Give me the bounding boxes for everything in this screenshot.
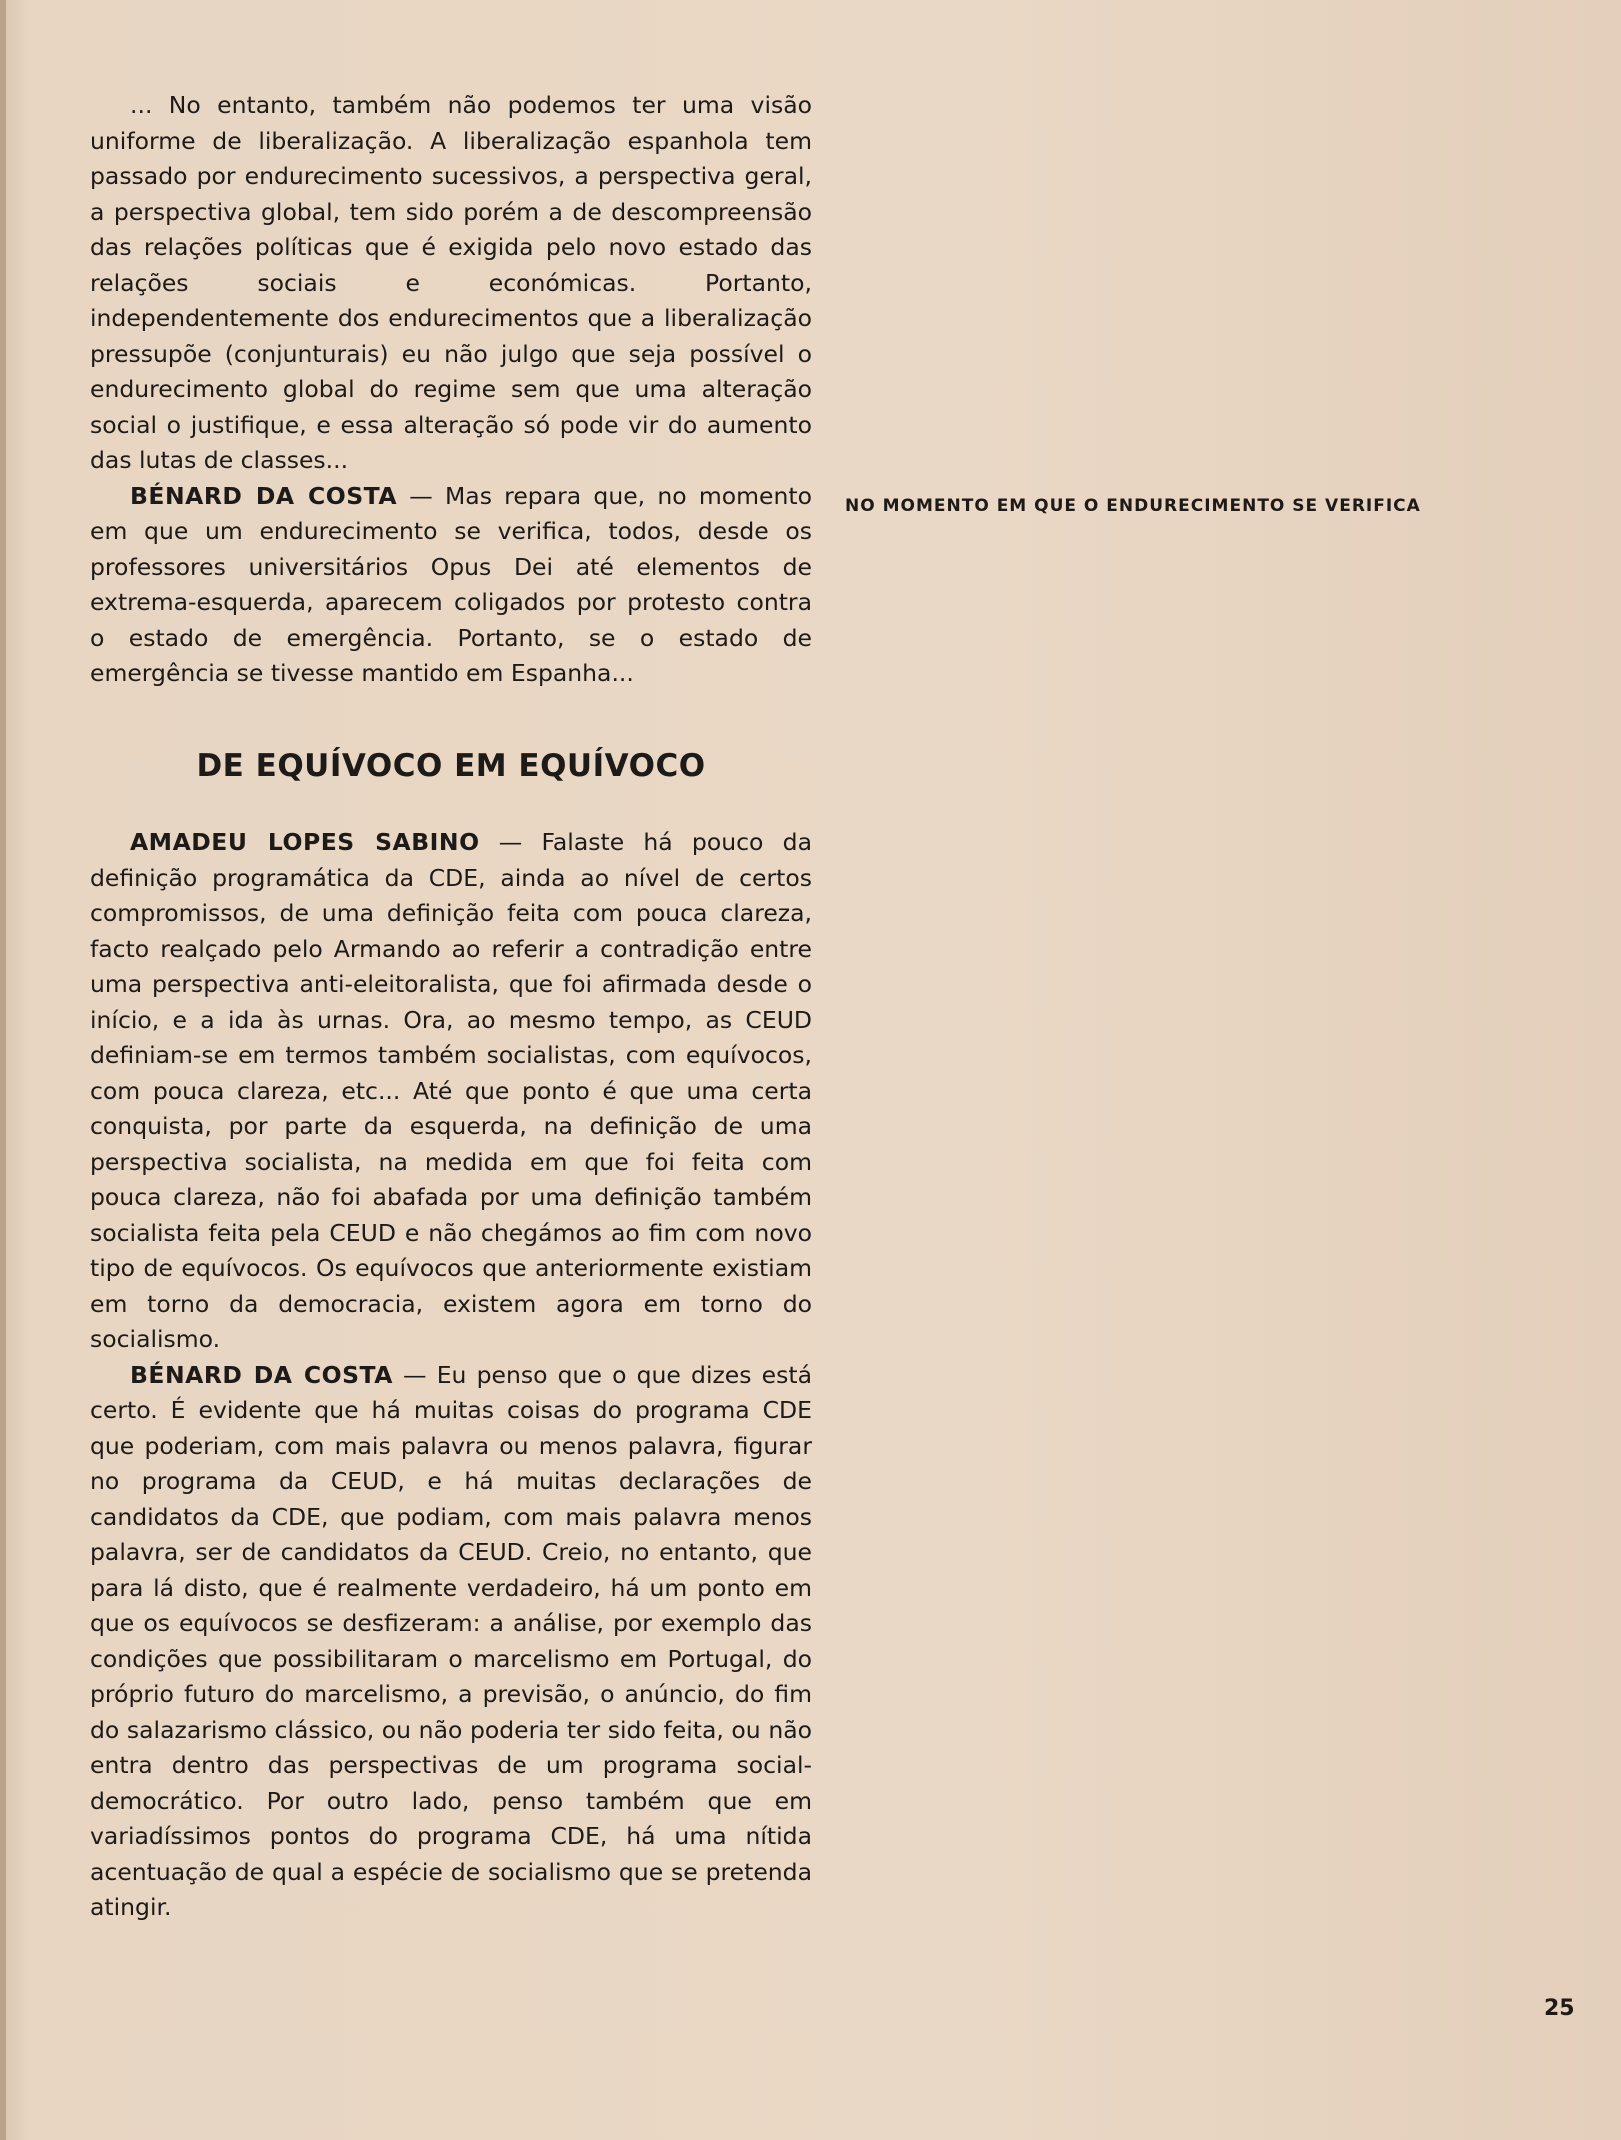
speaker-name: BÉNARD DA COSTA (130, 481, 398, 510)
paragraph-text: — Falaste há pouco da definição programática da CDE, ainda ao nível de certos compromissos, de uma definição feita com pouca clareza, facto realçado pelo Armando ao referir a contradição entre uma perspectiva anti-eleitoralista, que foi afirmada desde o início, e a ida às urnas. Ora, ao mesmo tempo, as CEUD definiam-se em termos também socialistas, com equívocos, com pouca clareza, etc... Até que ponto é que uma certa conquista, por parte da esquerda, na definição de uma perspectiva socialista, na medida em que foi feita com pouca clareza, não foi abafada por uma definição também socialista feita pela CEUD e não chegámos ao fim com novo tipo de equívocos. Os equívocos que anteriormente existiam em torno da democracia, existem agora em torno do socialismo. (90, 828, 812, 1353)
paragraph (90, 479, 812, 692)
paragraph-text: — Eu penso que o que dizes está certo. É evidente que há muitas coisas do programa CDE que poderiam, com mais palavra ou menos palavra, figurar no programa da CEUD, e há muitas declarações de candidatos da CDE, que podiam, com mais palavra menos palavra, ser de candidatos da CEUD. Creio, no entanto, que para lá disto, que é realmente verdadeiro, há um ponto em que os equívocos se desfizeram: a análise, por exemplo das condições que possibilitaram o marcelismo em Portugal, do próprio futuro do marcelismo, a previsão, o anúncio, do fim do salazarismo clássico, ou não poderia ter sido feita, ou não entra dentro das perspectivas de um programa social-democrático. Por outro lado, penso também que em variadíssimos pontos do programa CDE, há uma nítida acentuação de qual a espécie de socialismo que se pretenda atingir. (90, 1360, 812, 1921)
paragraph-text: — Mas repara que, no momento em que um endurecimento se verifica, todos, desde os professores universitários Opus Dei até elementos de extrema-esquerda, aparecem coligados por protesto contra o estado de emergência. Portanto, se o estado de emergência se tivesse mantido em Espanha... (90, 481, 812, 687)
section-heading: DE EQUÍVOCO EM EQUÍVOCO (196, 748, 706, 784)
speaker-name: BÉNARD DA COSTA (130, 1360, 393, 1389)
page-edge (0, 0, 6, 2140)
paragraph (90, 1358, 812, 1926)
side-note: NO MOMENTO EM QUE O ENDURECIMENTO SE VERIFICA (845, 496, 1421, 516)
paragraph: ... No entanto, também não podemos ter uma visão uniforme de liberalização. A liberalização espanhola tem passado por endurecimento sucessivos, a perspectiva geral, a perspectiva global, tem sido porém a de descompreensão das relações políticas que é exigida pelo novo estado das relações sociais e económicas. Portanto, independentemente dos endurecimentos que a liberalização pressupõe (conjunturais) eu não julgo que seja possível o endurecimento global do regime sem que uma alteração social o justifique, e essa alteração só pode vir do aumento das lutas de classes... (90, 91, 812, 474)
page-number: 25 (1544, 1996, 1575, 2021)
speaker-name: AMADEU LOPES SABINO (130, 828, 480, 856)
text-block-1 (90, 88, 812, 692)
paragraph (90, 825, 812, 1358)
text-block-2 (90, 825, 812, 1926)
